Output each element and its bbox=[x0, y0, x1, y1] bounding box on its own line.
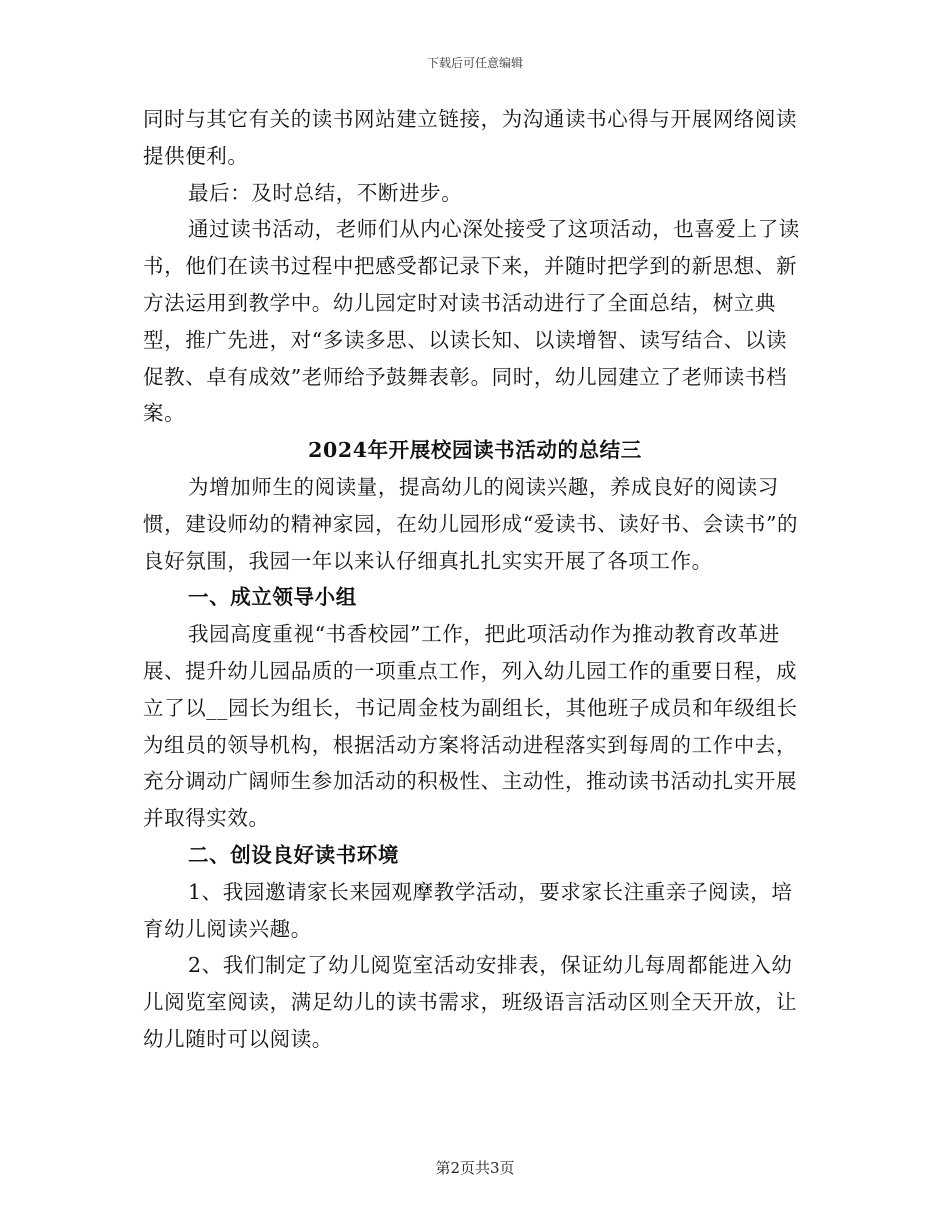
document-body bbox=[143, 101, 807, 1058]
paragraph-text: 最后：及时总结，不断进步。 bbox=[188, 180, 463, 205]
paragraph-intro bbox=[143, 469, 807, 579]
paragraph-leadership bbox=[143, 616, 807, 837]
section-title: 2024年开展校园读书活动的总结三 bbox=[308, 438, 642, 463]
paragraph-text: 2、我们制定了幼儿阅览室活动安排表，保证幼儿每周都能进入幼儿阅览室阅读，满足幼儿的读书需求，班级语言活动区则全天开放，让幼儿随时可以阅读。 bbox=[143, 953, 798, 1051]
heading-leadership-group bbox=[143, 579, 807, 616]
paragraph-text: 我园高度重视“书香校园”工作，把此项活动作为推动教育改革进展、提升幼儿园品质的一项重点工作，列入幼儿园工作的重要日程，成立了以__园长为组长，书记周金枝为副组长，其他班子成员和年级组长为组员的领导机构，根据活动方案将活动进程落实到每周的工作中去，充分调动广阔师生参加活动的积极性、主动性，推动读书活动扎实开展并取得实效。 bbox=[143, 622, 798, 831]
heading-reading-environment bbox=[143, 837, 807, 874]
heading-text: 二、创设良好读书环境 bbox=[188, 842, 399, 867]
paragraph-item-1 bbox=[143, 874, 807, 948]
paragraph-text: 为增加师生的阅读量，提高幼儿的阅读兴趣，养成良好的阅读习惯，建设师幼的精神家园，在幼儿园形成“爱读书、读好书、会读书”的良好氛围，我园一年以来认仔细真扎扎实实开展了各项工作。 bbox=[143, 474, 799, 573]
heading-text: 一、成立领导小组 bbox=[188, 585, 357, 610]
header-note: 下载后可任意编辑 bbox=[426, 56, 523, 70]
paragraph-text: 1、我园邀请家长来园观摩教学活动，要求家长注重亲子阅读，培育幼儿阅读兴趣。 bbox=[143, 879, 793, 941]
paragraph-text: 通过读书活动，老师们从内心深处接受了这项活动，也喜爱上了读书，他们在读书过程中把感受都记录下来，并随时把学到的新思想、新方法运用到教学中。幼儿园定时对读书活动进行了全面总结，树立典型，推广先进，对“多读多思、以读长知、以读增智、读写结合、以读促教、卓有成效”老师给予鼓舞表彰。同时，幼儿园建立了老师读书档案。 bbox=[143, 217, 800, 426]
paragraph-continuation bbox=[143, 101, 807, 175]
paragraph-text: 同时与其它有关的读书网站建立链接，为沟通读书心得与开展网络阅读提供便利。 bbox=[143, 107, 798, 168]
paragraph-summary bbox=[143, 211, 807, 432]
paragraph-item-2 bbox=[143, 947, 807, 1057]
page-number: 第2页共3页 bbox=[435, 1159, 515, 1177]
paragraph-final-step bbox=[143, 175, 807, 212]
